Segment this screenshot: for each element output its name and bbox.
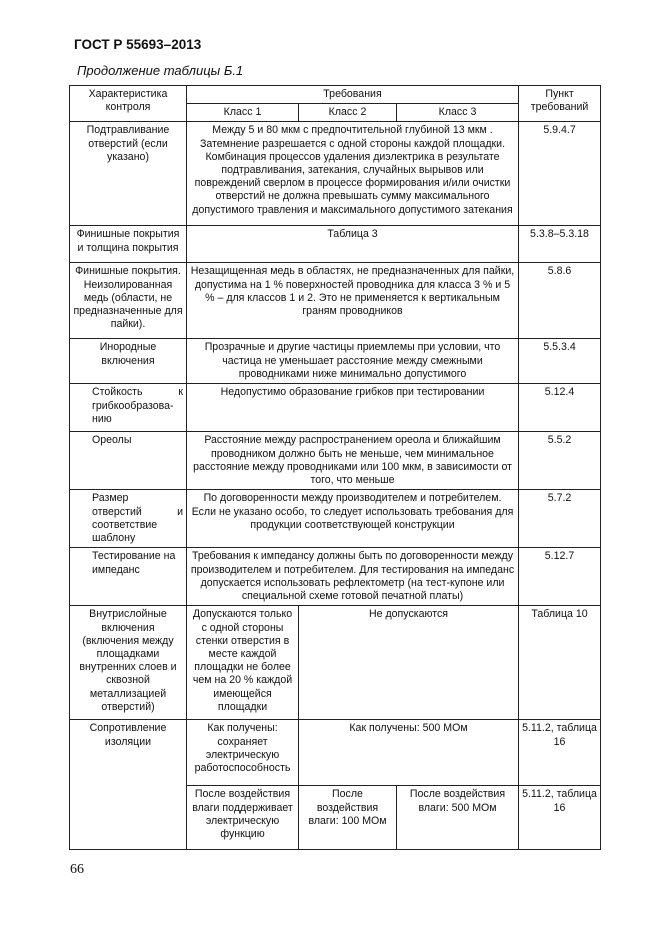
row-name [70,490,187,548]
row-class-2-3: Как получены: 500 МОм [299,720,519,786]
header-requirements: Требования [187,86,519,104]
row-requirement: Расстояние между распространением ореола и ближайшим проводником должно быть не меньше, чем минимальное расстояние между проводниками или 100 мкм, в зависимости от того, что меньше [187,432,519,490]
row-requirement: По договоренности между производителем и потребителем. Если не указано особо, то следует использовать требования для продукции соответствующей конструкции [187,490,519,548]
row-name-line: соответствие [92,518,158,531]
header-class-1: Класс 1 [187,104,299,122]
table-row [70,122,601,226]
table-row [70,226,601,263]
page-number: 66 [70,862,84,877]
row-name-line: Стойкость [92,386,143,399]
row-name-line: и [177,505,183,518]
header-clause: Пункт требований [519,86,601,122]
row-clause: 5.7.2 [519,490,601,548]
table-row [70,548,601,606]
table-row [70,606,601,720]
table-caption: Продолжение таблицы Б.1 [77,63,244,78]
row-name: Сопротивление изоляции [70,720,187,850]
row-class-3: После воздействия влаги: 500 МОм [397,786,519,850]
table-header-row [70,86,601,104]
row-clause: 5.3.8–5.3.18 [519,226,601,263]
row-requirement: Недопустимо образование грибков при тестировании [187,384,519,432]
row-clause: 5.11.2, таблица 16 [519,786,601,850]
row-name-line: грибкообразова- [92,399,174,412]
row-name: Тестирование на импеданс [70,548,187,606]
row-clause: 5.12.7 [519,548,601,606]
table-row [70,263,601,339]
row-clause: 5.9.4.7 [519,122,601,226]
row-requirement: Прозрачные и другие частицы приемлемы при условии, что частица не уменьшает расстояние между смежными проводниками ниже минимально допустимого [187,339,519,384]
row-name: Подтравливание отверстий (если указано) [70,122,187,226]
row-clause: 5.8.6 [519,263,601,339]
row-name-line: к [178,386,183,399]
header-class-3: Класс 3 [397,104,519,122]
row-requirement: Таблица 3 [187,226,519,263]
row-class-1: Допускаются только с одной стороны стенки отверстия в месте каждой площадки не более чем на 20 % каждой имеющейся площадки [187,606,299,720]
row-class-1: После воздействия влаги поддерживает электрическую функцию [187,786,299,850]
requirements-table [69,85,601,850]
row-name-line: шаблону [92,532,136,545]
table-row [70,490,601,548]
row-name: Финишные покрытия и толщина покрытия [70,226,187,263]
row-clause: 5.12.4 [519,384,601,432]
header-characteristic: Характеристика контроля [70,86,187,122]
row-name: Финишные покрытия. Неизолированная медь (области, не предназначенные для пайки). [70,263,187,339]
row-clause: Таблица 10 [519,606,601,720]
table-row [70,720,601,786]
table-row [70,339,601,384]
row-requirement: Требования к импедансу должны быть по договоренности между производителем и потребителем. Для тестирования на импеданс допускается использовать рефлектометр (на тест-купоне или специальной схеме готовой печатной платы) [187,548,519,606]
row-class-2-3: Не допускаются [299,606,519,720]
row-name-line: нию [92,412,112,425]
row-name-line: Размер [92,492,129,505]
row-class-1: Как получены: сохраняет электрическую работоспособность [187,720,299,786]
row-clause: 5.5.3.4 [519,339,601,384]
table-row [70,384,601,432]
row-clause: 5.5.2 [519,432,601,490]
table-row [70,432,601,490]
row-name: Ореолы [70,432,187,490]
row-name: Внутрислойные включения (включения между площадками внутренних слоев и сквозной металлизацией отверстий) [70,606,187,720]
row-name [70,384,187,432]
header-class-2: Класс 2 [299,104,397,122]
row-name-line: отверстий [92,505,142,518]
row-name: Инородные включения [70,339,187,384]
row-requirement: Между 5 и 80 мкм с предпочтительной глубиной 13 мкм . Затемнение разрешается с одной стороны каждой площадки. Комбинация процессов удаления диэлектрика в результате подтравливания, затекания, случайных вырывов или повреждений сверлом в процессе формирования и/или очистки отверстий не должна превышать сумму максимального допустимого травления и максимального допустимого затекания [187,122,519,226]
standard-title: ГОСТ Р 55693–2013 [74,37,202,52]
row-class-2: После воздействия влаги: 100 МОм [299,786,397,850]
row-requirement: Незащищенная медь в областях, не предназначенных для пайки, допустима на 1 % поверхностей проводника для класса 3 % и 5 % – для классов 1 и 2. Это не применяется к вертикальным граням проводников [187,263,519,339]
row-clause: 5.11.2, таблица 16 [519,720,601,786]
